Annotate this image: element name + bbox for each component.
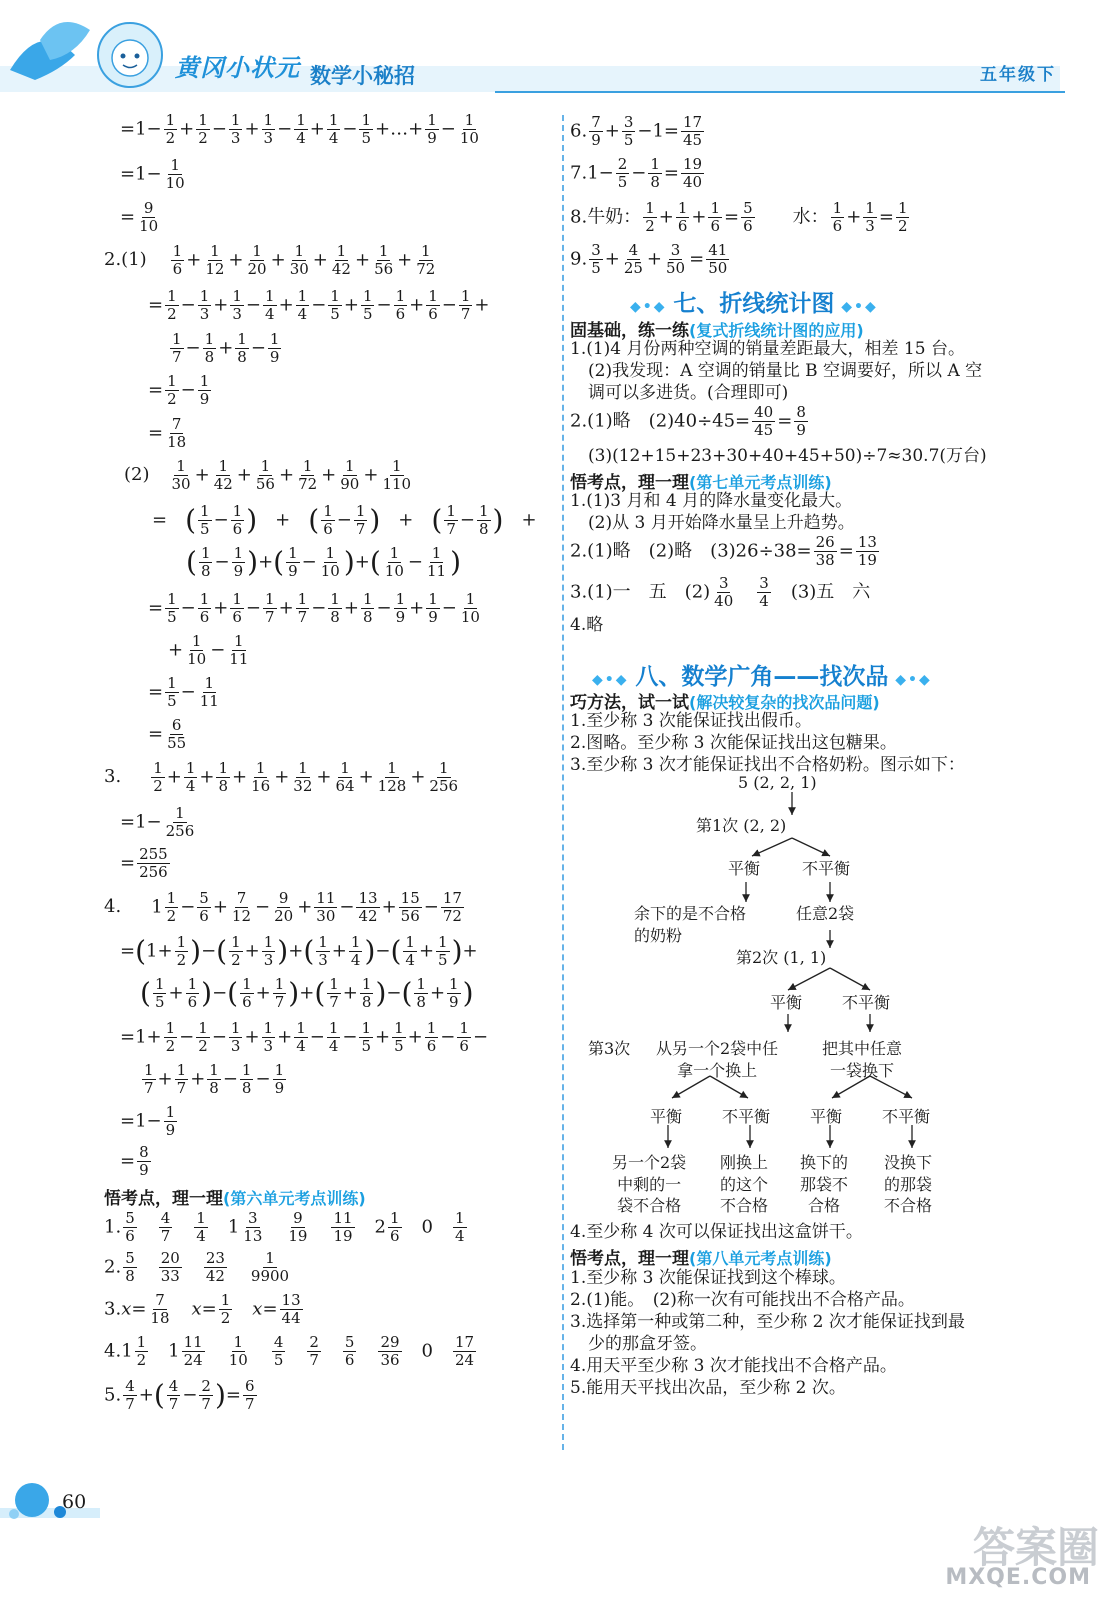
eq-line: 3. $\frac{1}{2}$ + $\frac{1}{4}$ + $\frac{1}{8}$ + $\frac{1}{16}$ + $\frac{1}{32}$ + $\frac{1}{64}$ + $\frac{1}{128}$ + $\frac{1}{256}$ bbox=[104, 759, 459, 795]
eq-line: =1− $\frac{1}{256}$ bbox=[120, 804, 195, 840]
section-heading: 巧方法，试一试(解决较复杂的找次品问题) bbox=[570, 693, 880, 713]
tree-node: 刚换上 的这个 不合格 bbox=[720, 1153, 769, 1216]
eq-line: = $\frac{6}{55}$ bbox=[148, 716, 187, 752]
answer-line: 少的那盒牙签。 bbox=[588, 1334, 707, 1354]
eq-line: 2.(1) $\frac{1}{6}$ + $\frac{1}{12}$ + $\frac{1}{20}$ + $\frac{1}{30}$ + $\frac{1}{42}$ + $\frac{1}{56}$ + $\frac{1}{72}$ bbox=[104, 242, 436, 278]
tree-node: 平衡 bbox=[650, 1107, 683, 1126]
eq-line: =1− $\frac{1}{2}$ + $\frac{1}{2}$ − $\frac{1}{3}$ + $\frac{1}{3}$ − $\frac{1}{4}$ + $\frac{1}{4}$ − $\frac{1}{5}$ +…+ $\frac{1}{9}$ − $\frac{1}{10}$ bbox=[120, 111, 479, 147]
tree-node: 把其中任意 一袋换下 bbox=[822, 1039, 903, 1080]
section-heading: 固基础，练一练(复式折线统计图的应用) bbox=[570, 321, 864, 341]
eq-line: =1+ $\frac{1}{2}$ − $\frac{1}{2}$ − $\frac{1}{3}$ + $\frac{1}{3}$ + $\frac{1}{4}$ − $\frac{1}{4}$ − $\frac{1}{5}$ + $\frac{1}{5}$ + $\frac{1}{6}$ − $\frac{1}{6}$ − bbox=[120, 1019, 489, 1055]
answer-line: 2.(1)略 (2)略 (3)26÷38= $\frac{26}{38}$ = $\frac{13}{19}$ bbox=[570, 533, 877, 569]
tree-node: 从另一个2袋中任 拿一个换上 bbox=[656, 1039, 779, 1080]
answer-line: (2)从 3 月开始降水量呈上升趋势。 bbox=[588, 513, 855, 533]
watermark-url: MXQE.COM bbox=[945, 1565, 1091, 1590]
eq-line: 4. 1 $\frac{1}{2}$ − $\frac{5}{6}$ + $\frac{7}{12}$ − $\frac{9}{20}$ + $\frac{11}{30}$ − $\frac{13}{42}$ + $\frac{15}{56}$ − $\frac{17}{72}$ bbox=[104, 889, 462, 925]
eq-line: = $\frac{1}{5}$ − $\frac{1}{11}$ bbox=[148, 674, 219, 710]
answer-line: 6. $\frac{7}{9}$ + $\frac{3}{5}$ −1= $\frac{17}{45}$ bbox=[570, 113, 703, 149]
section-title: ◆•◆ 八、数学广角——找次品 ◆•◆ bbox=[592, 664, 932, 690]
answer-line: 2.图略。至少称 3 次能保证找出这包糖果。 bbox=[570, 733, 897, 753]
eq-line: + $\frac{1}{10}$ − $\frac{1}{11}$ bbox=[168, 632, 249, 668]
answer-line: 3.选择第一种或第二种，至少称 2 次才能保证找到最 bbox=[570, 1312, 965, 1332]
tree-node: 另一个2袋 中剩的一 袋不合格 bbox=[612, 1153, 687, 1216]
eq-line: =1− $\frac{1}{9}$ bbox=[120, 1103, 176, 1139]
section-heading: 悟考点，理一理(第六单元考点训练) bbox=[104, 1189, 366, 1209]
tree-node: 不平衡 bbox=[882, 1107, 931, 1126]
eq-line: = $\frac{1}{2}$ − $\frac{1}{9}$ bbox=[148, 372, 210, 408]
eq-line: = $\frac{1}{5}$ − $\frac{1}{6}$ + $\frac{1}{6}$ − $\frac{1}{7}$ + $\frac{1}{7}$ − $\frac{1}{8}$ + $\frac{1}{8}$ − $\frac{1}{9}$ + $\frac{1}{9}$ − $\frac{1}{10}$ bbox=[148, 590, 480, 626]
header-rule bbox=[495, 91, 1065, 93]
eq-line: =(1+ $\frac{1}{2}$ )−( $\frac{1}{2}$ + $\frac{1}{3}$ )+( $\frac{1}{3}$ + $\frac{1}{4}$ )−( $\frac{1}{4}$ + $\frac{1}{5}$ )+ bbox=[120, 933, 478, 969]
answer-line: 3.(1)一 五 (2) $\frac{3}{40}$ $\frac{3}{4}$ (3)五 六 bbox=[570, 574, 871, 610]
eq-line: = $\frac{8}{9}$ bbox=[120, 1143, 149, 1179]
answer-line: 4.至少称 4 次可以保证找出这盒饼干。 bbox=[570, 1222, 863, 1242]
eq-line: $\frac{1}{7}$ + $\frac{1}{7}$ + $\frac{1}{8}$ − $\frac{1}{8}$ − $\frac{1}{9}$ bbox=[144, 1061, 285, 1097]
answer-line: 7.1− $\frac{2}{5}$ − $\frac{1}{8}$ = $\frac{19}{40}$ bbox=[570, 155, 703, 191]
answer-line: 3.x= $\frac{7}{18}$ x= $\frac{1}{2}$ x= $\frac{13}{44}$ bbox=[104, 1291, 301, 1327]
tree-node: 不平衡 bbox=[842, 993, 891, 1012]
section-heading: 悟考点，理一理(第七单元考点训练) bbox=[570, 473, 832, 493]
tree-node: 平衡 bbox=[728, 859, 761, 878]
watermark-logo: 答案圈 bbox=[972, 1523, 1099, 1572]
answer-line: 8.牛奶： $\frac{1}{2}$ + $\frac{1}{6}$ + $\frac{1}{6}$ = $\frac{5}{6}$ 水： $\frac{1}{6}$ + $\frac{1}{3}$ = $\frac{1}{2}$ bbox=[570, 199, 908, 235]
eq-line: =1− $\frac{1}{10}$ bbox=[120, 156, 185, 192]
tree-node: 任意2袋 bbox=[796, 904, 855, 923]
answer-line: 1.(1)3 月和 4 月的降水量变化最大。 bbox=[570, 491, 853, 511]
eq-line: = $\frac{7}{18}$ bbox=[148, 415, 187, 451]
section-title: ◆•◆ 七、折线统计图 ◆•◆ bbox=[630, 291, 878, 317]
answer-line: 9. $\frac{3}{5}$ + $\frac{4}{25}$ + $\frac{3}{50}$ = $\frac{41}{50}$ bbox=[570, 241, 728, 277]
page-number: 60 bbox=[62, 1491, 87, 1513]
answer-line: 4.用天平至少称 3 次才能找出不合格产品。 bbox=[570, 1356, 897, 1376]
answer-line: (3)(12+15+23+30+40+45+50)÷7≈30.7(万台) bbox=[588, 446, 987, 466]
tree-node: 不平衡 bbox=[802, 859, 851, 878]
answer-line: 2.(1)能。 (2)称一次有可能找出不合格产品。 bbox=[570, 1290, 915, 1310]
eq-line: ( $\frac{1}{8}$ − $\frac{1}{9}$ )+( $\frac{1}{9}$ − $\frac{1}{10}$ )+( $\frac{1}{10}$ − $\frac{1}{11}$ ) bbox=[186, 544, 462, 580]
answer-line: 5.能用天平找出次品，至少称 2 次。 bbox=[570, 1378, 846, 1398]
answer-line: 2. $\frac{5}{8}$ $\frac{20}{33}$ $\frac{23}{42}$ $\frac{1}{9900}$ bbox=[104, 1249, 290, 1285]
tree-node: 第1次 (2, 2) bbox=[696, 816, 787, 835]
footer-bubbles-icon bbox=[0, 1480, 120, 1530]
tree-node: 第2次 (1, 1) bbox=[736, 948, 827, 967]
tree-node: 平衡 bbox=[770, 993, 803, 1012]
subject-title: 数学小秘招 bbox=[310, 64, 415, 88]
answer-line: 4.1 $\frac{1}{2}$ 1 $\frac{11}{24}$ $\frac{1}{10}$ $\frac{4}{5}$ $\frac{2}{7}$ $\frac{5}{6}$ $\frac{29}{36}$ 0 $\frac{17}{24}$ bbox=[104, 1333, 475, 1369]
answer-line: 2.(1)略 (2)40÷45= $\frac{40}{45}$ = $\frac{8}{9}$ bbox=[570, 403, 806, 439]
section-heading: 悟考点，理一理(第八单元考点训练) bbox=[570, 1249, 832, 1269]
tree-node: 5 (2, 2, 1) bbox=[738, 773, 817, 792]
tree-node: 余下的是不合格 的奶粉 bbox=[634, 904, 747, 945]
tree-node: 平衡 bbox=[810, 1107, 843, 1126]
eq-line: $\frac{1}{7}$ − $\frac{1}{8}$ + $\frac{1}{8}$ − $\frac{1}{9}$ bbox=[172, 330, 280, 366]
answer-line: 1.至少称 3 次能保证找到这个棒球。 bbox=[570, 1268, 846, 1288]
grade-label: 五年级下 bbox=[980, 65, 1056, 85]
eq-line: ( $\frac{1}{5}$ + $\frac{1}{6}$ )−( $\frac{1}{6}$ + $\frac{1}{7}$ )+( $\frac{1}{7}$ + $\frac{1}{8}$ )−( $\frac{1}{8}$ + $\frac{1}{9}$ ) bbox=[140, 975, 474, 1011]
tree-node: 换下的 那袋不 合格 bbox=[800, 1153, 849, 1216]
eq-line: (2) $\frac{1}{30}$ + $\frac{1}{42}$ + $\frac{1}{56}$ + $\frac{1}{72}$ + $\frac{1}{90}$ + $\frac{1}{110}$ bbox=[124, 457, 412, 493]
answer-line: 3.至少称 3 次才能保证找出不合格奶粉。图示如下： bbox=[570, 755, 965, 775]
brand-title: 黄冈小状元 bbox=[175, 54, 300, 82]
eq-line: = ( $\frac{1}{5}$ − $\frac{1}{6}$ ) + ( $\frac{1}{6}$ − $\frac{1}{7}$ ) + ( $\frac{1}{7}$ − $\frac{1}{8}$ ) + bbox=[152, 502, 537, 538]
answer-line: 调可以多进货。(合理即可) bbox=[588, 383, 789, 403]
eq-line: = $\frac{1}{2}$ − $\frac{1}{3}$ + $\frac{1}{3}$ − $\frac{1}{4}$ + $\frac{1}{4}$ − $\frac{1}{5}$ + $\frac{1}{5}$ − $\frac{1}{6}$ + $\frac{1}{6}$ − $\frac{1}{7}$ + bbox=[148, 287, 490, 323]
tree-node: 不平衡 bbox=[722, 1107, 771, 1126]
answer-line: 1.(1)4 月份两种空调的销量差距最大，相差 15 台。 bbox=[570, 339, 965, 359]
header-decoration bbox=[0, 0, 1109, 110]
answer-line: 4.略 bbox=[570, 615, 604, 635]
eq-line: = $\frac{255}{256}$ bbox=[120, 845, 168, 881]
answer-line: 1.至少称 3 次能保证找出假币。 bbox=[570, 711, 812, 731]
eq-line: = $\frac{9}{10}$ bbox=[120, 199, 159, 235]
tree-node: 没换下 的那袋 不合格 bbox=[884, 1153, 933, 1216]
answer-line: (2)我发现：A 空调的销量比 B 空调要好，所以 A 空 bbox=[588, 361, 983, 381]
answer-line: 1. $\frac{5}{6}$ $\frac{4}{7}$ $\frac{1}{4}$ 1 $\frac{3}{13}$ $\frac{9}{19}$ $\frac{11}{19}$ 2 $\frac{1}{6}$ 0 $\frac{1}{4}$ bbox=[104, 1209, 465, 1245]
tree-node: 第3次 bbox=[588, 1039, 631, 1058]
answer-line: 5. $\frac{4}{7}$ +( $\frac{4}{7}$ − $\frac{2}{7}$ )= $\frac{6}{7}$ bbox=[104, 1377, 255, 1413]
